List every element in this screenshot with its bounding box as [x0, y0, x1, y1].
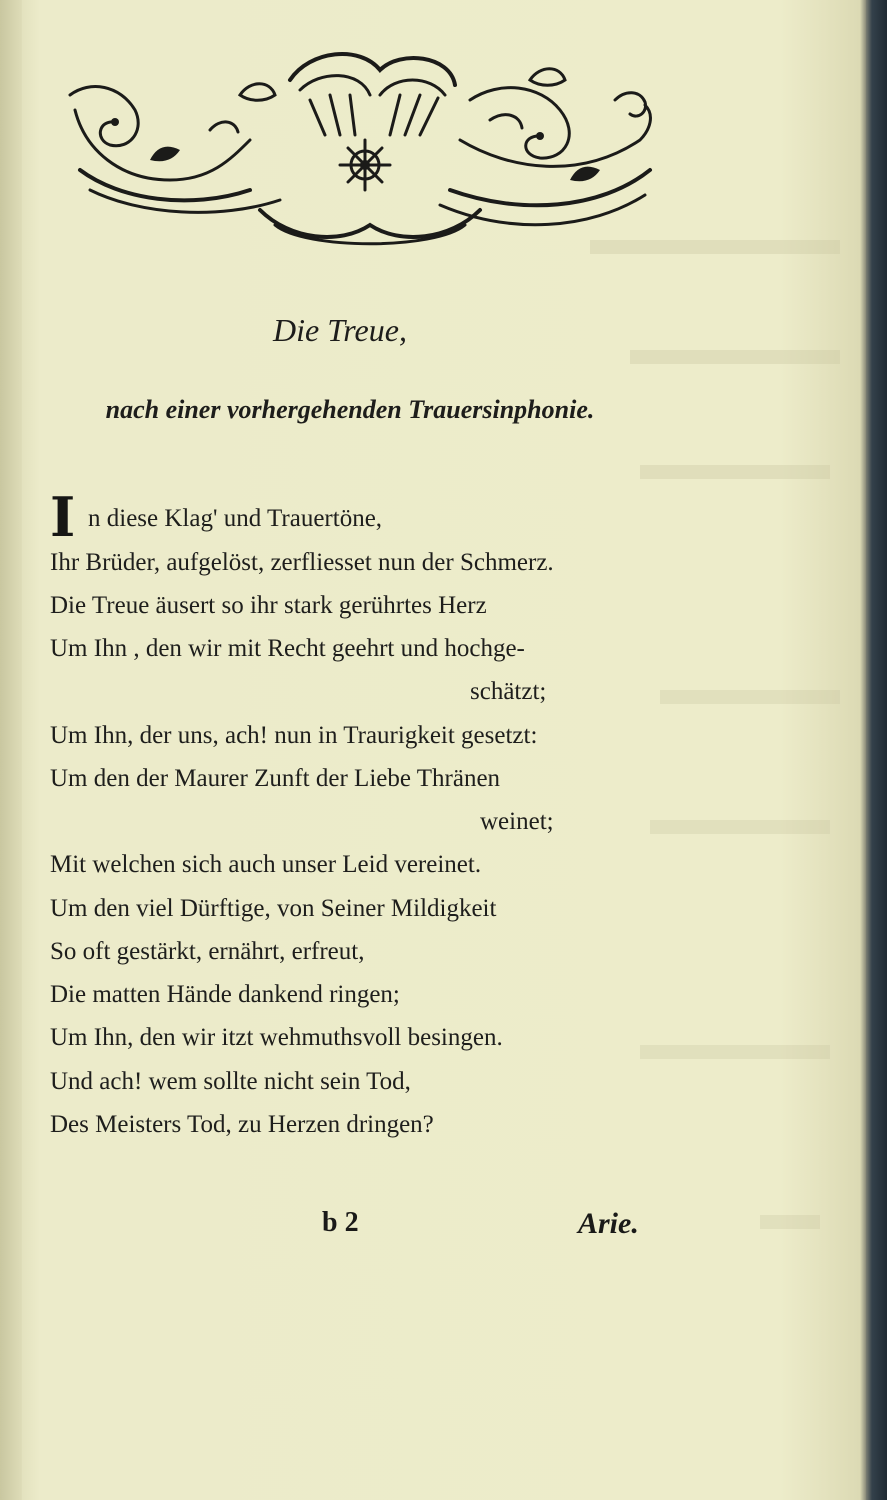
drop-cap: I [50, 485, 76, 549]
poem-line: schätzt; [470, 678, 547, 705]
poem-line: Die matten Hände dankend ringen; [50, 981, 400, 1008]
ornament-headpiece-icon [60, 40, 660, 250]
poem-line: Die Treue äusert so ihr stark gerührtes Herz [50, 592, 487, 619]
poem-line: So oft gestärkt, ernährt, erfreut, [50, 938, 365, 965]
poem-line: Des Meisters Tod, zu Herzen dringen? [50, 1111, 434, 1138]
poem-line: Mit welchen sich auch unser Leid vereinet. [50, 851, 482, 878]
signature-mark: b 2 [322, 1207, 359, 1238]
poem-line: Um den viel Dürftige, von Seiner Mildigkeit [50, 895, 497, 922]
poem-line: Um Ihn , den wir mit Recht geehrt und hochge- [50, 635, 525, 662]
poem-line: weinet; [480, 808, 554, 835]
poem-line: Um Ihn, der uns, ach! nun in Traurigkeit gesetzt: [50, 722, 538, 749]
poem-line: Ihr Brüder, aufgelöst, zerfliesset nun der Schmerz. [50, 549, 554, 576]
poem-line: Um den der Maurer Zunft der Liebe Thränen [50, 765, 501, 792]
poem-line: Um Ihn, den wir itzt wehmuthsvoll besingen. [50, 1024, 503, 1051]
book-cover-edge [866, 0, 887, 1500]
catchword: Arie. [578, 1207, 639, 1240]
poem-line: n diese Klag' und Trauertöne, [88, 505, 383, 532]
poem-title: Die Treue, [273, 312, 407, 348]
page-gutter [0, 0, 22, 1500]
poem-subtitle: nach einer vorhergehenden Trauersinphonie. [105, 395, 595, 424]
poem-line: Und ach! wem sollte nicht sein Tod, [50, 1068, 411, 1095]
